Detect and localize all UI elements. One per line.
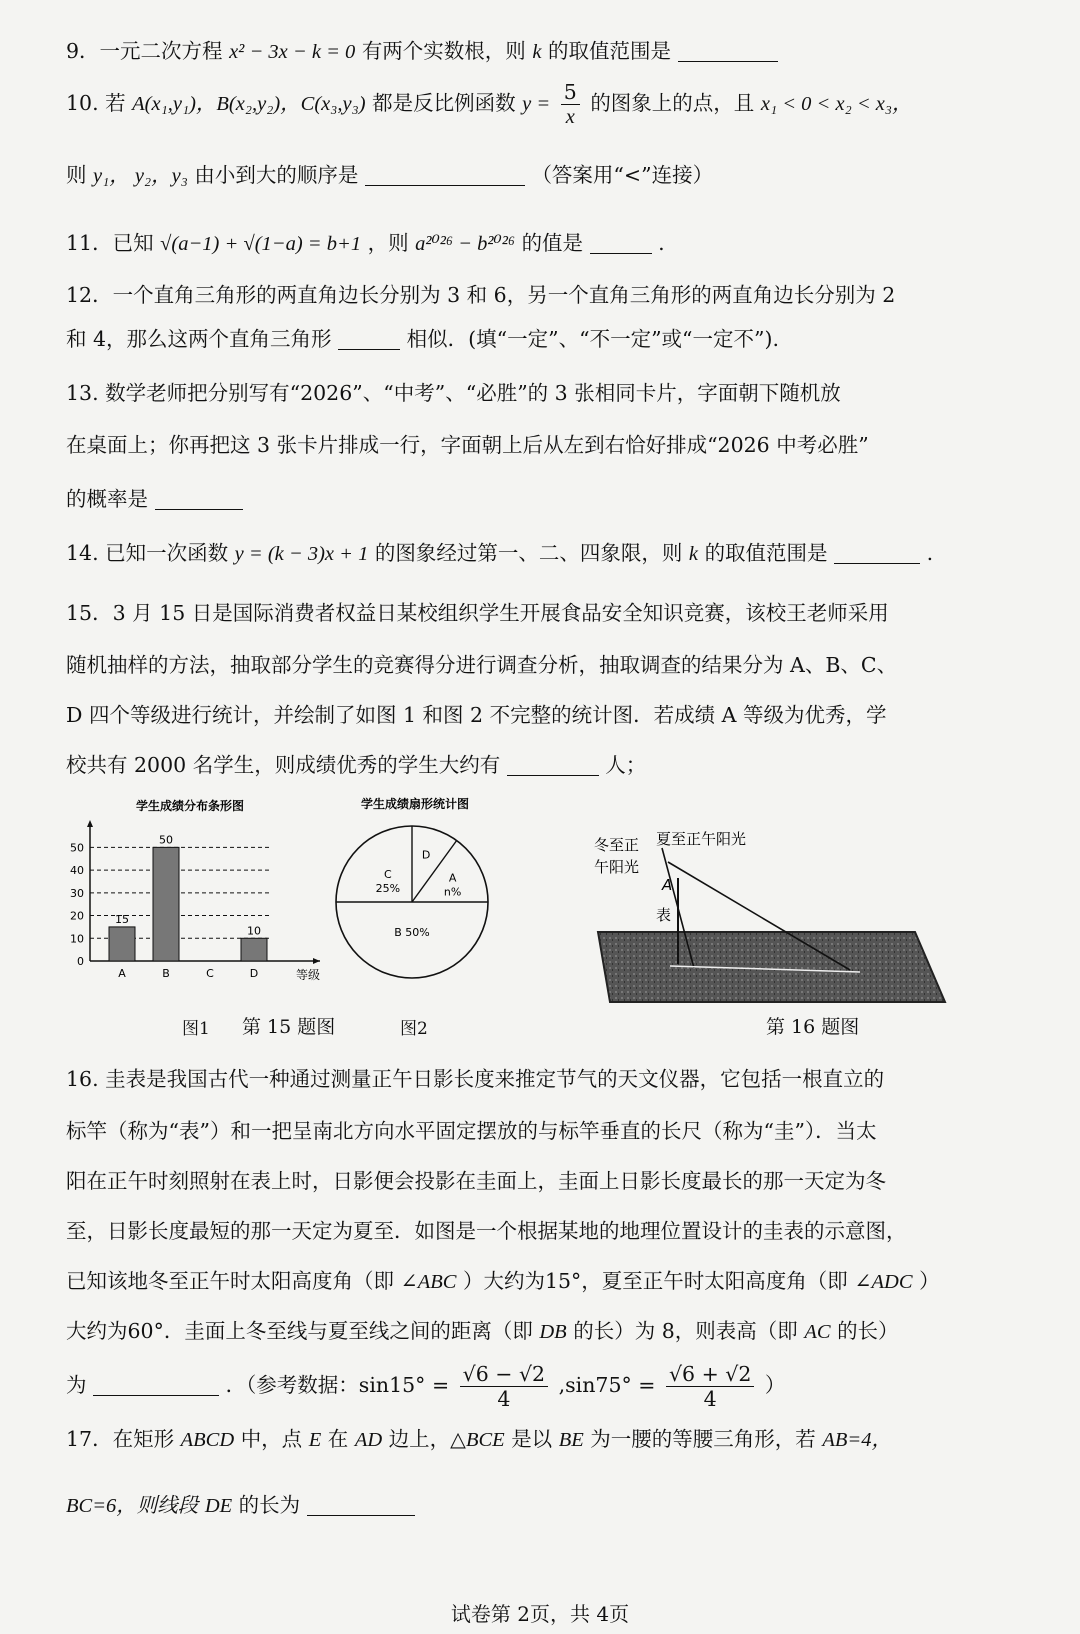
bar-chart-fig1: [60, 796, 350, 1006]
bar-data-label: 15: [115, 912, 129, 926]
q13-l3: 的概率是: [66, 487, 148, 511]
q13-answer-blank[interactable]: [155, 487, 243, 510]
bar-y-tick: 40: [70, 864, 84, 878]
q16-l6a: 大约为60°．圭面上冬至线与夏至线之间的距离（即: [66, 1319, 533, 1343]
pie-slice-A-label: A: [448, 871, 457, 885]
q16-l5c: ）: [919, 1269, 940, 1293]
bar-y-tick: 20: [70, 909, 84, 923]
q17-l1b: 中，点: [240, 1427, 303, 1451]
q9-text: 9．一元二次方程: [66, 39, 223, 63]
q9-equation: x² − 3x − k = 0: [229, 41, 356, 63]
question-15-line3: D 四个等级进行统计，并绘制了如图 1 和图 2 不完整的统计图．若成绩 A 等级为优秀，学: [66, 703, 887, 727]
fig1-caption: 图1: [182, 1019, 210, 1039]
q17-e: E: [308, 1429, 322, 1451]
question-16-line5: [66, 1264, 940, 1294]
bar-chart-title: 学生成绩分布条形图: [135, 799, 245, 813]
question-9: [66, 34, 778, 64]
q17-de: DE: [204, 1495, 233, 1517]
question-16: 16. 圭表是我国古代一种通过测量正午日影长度来推定节气的天文仪器，它包括一根直立的: [66, 1067, 885, 1091]
q14-text3: 的取值范围是: [704, 541, 828, 565]
biao-label: 表: [656, 906, 672, 924]
q11-answer-blank[interactable]: [590, 231, 652, 254]
q10-frac-den: x: [565, 106, 575, 128]
bar-y-arrow: [87, 820, 93, 827]
bar-data-label: 50: [159, 833, 173, 847]
q16-ac: AC: [804, 1321, 831, 1343]
q17-answer-blank[interactable]: [307, 1493, 415, 1516]
pie-slice-A-value: n%: [443, 885, 462, 899]
q11-expr: a²⁰²⁶ − b²⁰²⁶: [415, 233, 516, 255]
q14-text2: 的图象经过第一、二、四象限，则: [374, 541, 683, 565]
q10-l2b: 由小到大的顺序是: [194, 163, 359, 187]
bar-x-label: 等级: [295, 968, 321, 982]
q9-text3: 的取值范围是: [547, 39, 671, 63]
q10-func: y =: [522, 93, 551, 115]
q11-end: .: [658, 231, 665, 255]
bar-y-tick: 30: [70, 886, 84, 900]
q9-text2: 有两个实数根，则: [361, 39, 526, 63]
question-15-line2: 随机抽样的方法，抽取部分学生的竞赛得分进行调查分析，抽取调查的结果分为 A、B、C、: [66, 653, 898, 677]
sin15-fraction: [460, 1362, 548, 1411]
q10-l2-vars: y₁， y₂，y₃: [93, 165, 188, 187]
question-15-line4: [66, 748, 646, 778]
pie-slice-D-label: D: [421, 848, 431, 862]
q12-answer-blank[interactable]: [338, 327, 400, 350]
pie-slice-C-value: 25%: [375, 881, 401, 895]
q16-angle-adc: ∠ADC: [854, 1271, 913, 1293]
question-13-line3: [66, 482, 243, 512]
q15-l4a: 校共有 2000 名学生，则成绩优秀的学生大约有: [66, 753, 501, 777]
question-10: [66, 80, 913, 129]
pie-slice-B-label: B 50%: [394, 926, 430, 940]
point-a-label: A: [662, 876, 673, 894]
q17-bce: BCE: [465, 1429, 505, 1451]
question-10-line2: [66, 158, 713, 188]
q12-l2a: 和 4，那么这两个直角三角形: [66, 327, 332, 351]
question-16-line6: [66, 1314, 899, 1344]
q10-l2a: 则: [66, 163, 87, 187]
q17-l1f: 为一腰的等腰三角形，若: [590, 1427, 816, 1451]
q17-ab: AB=4，: [822, 1429, 892, 1451]
q17-ad: AD: [354, 1429, 383, 1451]
pie-slice-C-label: C: [383, 867, 392, 881]
question-12-line2: [66, 322, 779, 352]
sin75-fraction: [666, 1362, 754, 1411]
q17-abcd: ABCD: [180, 1429, 235, 1451]
sin15-den: 4: [497, 1387, 511, 1411]
q16-l5b: ）大约为15°，夏至正午时太阳高度角（即: [462, 1269, 848, 1293]
gui-plane: [598, 932, 945, 1002]
bar-y-tick: 10: [70, 932, 84, 946]
q16-l7a: 为: [66, 1373, 87, 1397]
q10-text2: 都是反比例函数: [372, 91, 516, 115]
q14-answer-blank[interactable]: [834, 541, 920, 564]
q16-l6b: 的长）为 8，则表高（即: [573, 1319, 798, 1343]
q12-l2b: 相似．(填“一定”、“不一定”或“一定不”).: [406, 327, 780, 351]
question-13-line2: 在桌面上；你再把这 3 张卡片排成一行，字面朝上后从左到右恰好排成“2026 中考必胜”: [66, 433, 869, 457]
page-footer: 试卷第 2页，共 4页: [450, 1602, 630, 1626]
q16-l7d: ）: [764, 1373, 786, 1397]
sin75-num: √6 + √2: [666, 1362, 754, 1387]
q17-be: BE: [558, 1429, 584, 1451]
q11-text3: 的值是: [521, 231, 584, 255]
q11-text2: ，则: [367, 231, 409, 255]
question-16-line2: 标竿（称为“表”）和一把呈南北方向水平固定摆放的与标竿垂直的长尺（称为“圭”）．当太: [66, 1119, 877, 1143]
bar-y-tick: 0: [77, 955, 84, 968]
question-17: [66, 1422, 892, 1452]
winter-sun-label-2: 午阳光: [594, 858, 640, 876]
pie-chart-title: 学生成绩扇形统计图: [360, 797, 470, 811]
q15-l4b: 人；: [605, 753, 647, 777]
bar-x-tick: B: [162, 967, 170, 980]
q17-l2b: 的长为: [238, 1493, 301, 1517]
q10-answer-blank[interactable]: [365, 163, 525, 186]
q17-l1d: 边上，△: [388, 1427, 466, 1451]
q9-var: k: [532, 41, 542, 63]
question-15: 15．3 月 15 日是国际消费者权益日某校组织学生开展食品安全知识竞赛，该校王老师采用: [66, 601, 889, 625]
q10-condition: x₁ < 0 < x₂ < x₃，: [760, 93, 913, 115]
question-12: 12．一个直角三角形的两直角边长分别为 3 和 6，另一个直角三角形的两直角边长分别为 2: [66, 283, 896, 307]
bar-data-label: 10: [247, 924, 261, 938]
bar-x-tick: D: [249, 967, 259, 980]
q10-fraction: [561, 80, 580, 129]
q11-text: 11．已知: [66, 231, 154, 255]
q16-l7c: ,sin75° =: [558, 1373, 656, 1397]
bar-x-tick: A: [118, 967, 126, 980]
q17-l1e: 是以: [511, 1427, 553, 1451]
fig2-caption: 图2: [400, 1019, 428, 1039]
fig15-caption: 第 15 题图: [242, 1016, 336, 1038]
question-11: [66, 226, 665, 256]
q14-end: .: [926, 541, 934, 565]
question-16-line3: 阳在正午时刻照射在表上时，日影便会投影在圭面上，圭面上日影长度最长的那一天定为冬: [66, 1169, 886, 1193]
question-16-line7: [66, 1362, 785, 1411]
bar-x-tick: C: [206, 967, 214, 980]
question-14: [66, 536, 933, 566]
q10-l2c: （答案用“<”连接）: [531, 163, 714, 187]
q11-equation: √(a−1) + √(1−a) = b+1: [160, 233, 362, 255]
q16-l7b: ．（参考数据：sin15° =: [225, 1373, 450, 1397]
question-17-line2: [66, 1488, 415, 1518]
bar-B: [153, 847, 179, 961]
sin15-num: √6 − √2: [460, 1362, 548, 1387]
winter-sun-label: 冬至正: [594, 836, 640, 854]
bar-x-arrow: [313, 958, 320, 964]
q14-function: y = (k − 3)x + 1: [234, 543, 369, 565]
q17-l1c: 在: [327, 1427, 349, 1451]
q17-l2a: BC=6，则线段: [66, 1495, 199, 1517]
sin75-den: 4: [703, 1387, 717, 1411]
q10-text3: 的图象上的点，且: [590, 91, 755, 115]
q9-answer-blank[interactable]: [678, 39, 778, 62]
question-13: 13. 数学老师把分别写有“2026”、“中考”、“必胜”的 3 张相同卡片，字面朝下随机放: [66, 381, 841, 405]
q14-text: 14. 已知一次函数: [66, 541, 229, 565]
fig16-caption: 第 16 题图: [766, 1016, 860, 1038]
q10-points: A(x₁,y₁)，B(x₂,y₂)，C(x₃,y₃): [132, 93, 366, 115]
q10-frac-num: 5: [561, 80, 580, 105]
summer-sun-label: 夏至正午阳光: [656, 830, 747, 848]
gnomon-figure-16: [590, 822, 950, 1012]
q16-answer-blank[interactable]: [93, 1373, 219, 1396]
q17-l1a: 17．在矩形: [66, 1427, 175, 1451]
bar-D: [241, 938, 267, 961]
q16-l5a: 已知该地冬至正午时太阳高度角（即: [66, 1269, 394, 1293]
bar-A: [109, 927, 135, 961]
pie-chart-fig2: [330, 796, 500, 996]
bar-y-tick: 50: [70, 841, 84, 855]
question-16-line4: 至，日影长度最短的那一天定为夏至．如图是一个根据某地的地理位置设计的圭表的示意图，: [66, 1219, 907, 1243]
q16-angle-abc: ∠ABC: [400, 1271, 457, 1293]
q10-text: 10. 若: [66, 91, 126, 115]
q16-db: DB: [539, 1321, 567, 1343]
q14-var: k: [688, 543, 699, 565]
q16-l6c: 的长）: [837, 1319, 899, 1343]
q15-answer-blank[interactable]: [507, 753, 599, 776]
